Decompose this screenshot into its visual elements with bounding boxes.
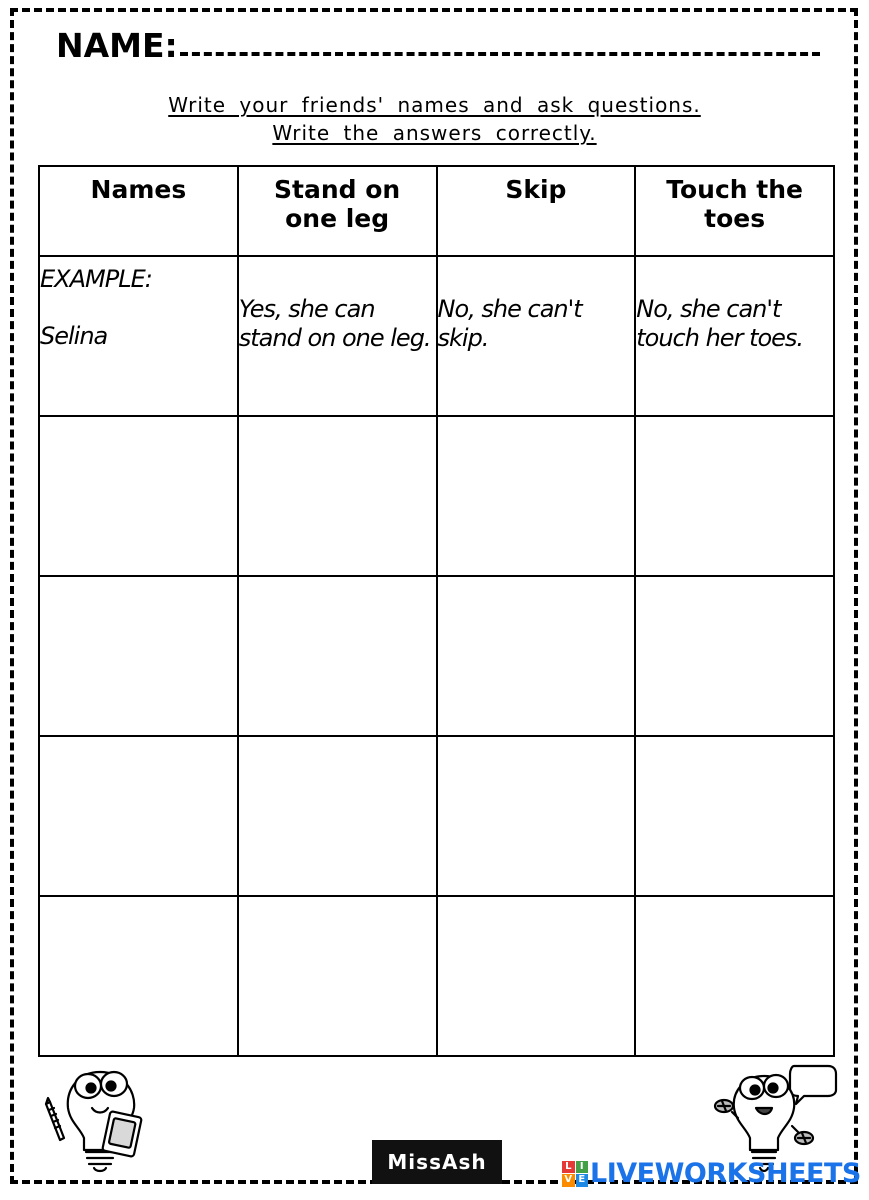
table-row (39, 896, 834, 1056)
table-row (39, 416, 834, 576)
column-header-label: Touch the toes (666, 175, 803, 233)
name-label: NAME: (56, 26, 178, 65)
example-row (39, 256, 834, 416)
example-toes-cell (635, 256, 834, 416)
example-toes-answer: No, she can't touch her toes. (636, 295, 804, 352)
table-row (39, 736, 834, 896)
liveworksheets-watermark (562, 1158, 861, 1189)
example-stand-answer: Yes, she can stand on one leg. (238, 295, 431, 352)
answer-cell-stand[interactable] (238, 576, 437, 736)
example-name-cell (39, 256, 238, 416)
brand-logo: MissAsh (372, 1140, 502, 1184)
lightbulb-character-left-icon (40, 1064, 160, 1176)
liveworksheets-logo-icon: L I V E (562, 1161, 588, 1187)
column-header-label: Skip (505, 175, 567, 204)
answer-cell-name[interactable] (39, 896, 238, 1056)
example-stand-cell (238, 256, 437, 416)
survey-table (38, 165, 835, 1057)
liveworksheets-text: LIVEWORKSHEETS (590, 1158, 861, 1189)
instruction-line-1: Write your friends' names and ask questions. (168, 93, 701, 117)
answer-cell-skip[interactable] (437, 736, 636, 896)
answer-cell-toes[interactable] (635, 416, 834, 576)
answer-cell-toes[interactable] (635, 576, 834, 736)
answer-cell-name[interactable] (39, 576, 238, 736)
answer-cell-name[interactable] (39, 416, 238, 576)
answer-cell-skip[interactable] (437, 416, 636, 576)
answer-cell-skip[interactable] (437, 896, 636, 1056)
answer-cell-stand[interactable] (238, 736, 437, 896)
table-header-row (39, 166, 834, 256)
example-skip-answer: No, she can't skip. (437, 295, 582, 352)
answer-cell-toes[interactable] (635, 896, 834, 1056)
column-header-touch-the-toes (635, 166, 834, 256)
column-header-names (39, 166, 238, 256)
answer-cell-stand[interactable] (238, 896, 437, 1056)
example-name: Selina (40, 322, 108, 350)
column-header-skip (437, 166, 636, 256)
instruction-line-2: Write the answers correctly. (272, 121, 597, 145)
column-header-label: Names (90, 175, 187, 204)
column-header-label: Stand on one leg (274, 175, 401, 233)
column-header-stand-on-one-leg (238, 166, 437, 256)
name-write-line[interactable] (180, 52, 820, 56)
example-skip-cell (437, 256, 636, 416)
name-row (56, 26, 178, 66)
answer-cell-stand[interactable] (238, 416, 437, 576)
table-row (39, 576, 834, 736)
answer-cell-toes[interactable] (635, 736, 834, 896)
example-label: EXAMPLE: (40, 265, 152, 293)
answer-cell-skip[interactable] (437, 576, 636, 736)
answer-cell-name[interactable] (39, 736, 238, 896)
